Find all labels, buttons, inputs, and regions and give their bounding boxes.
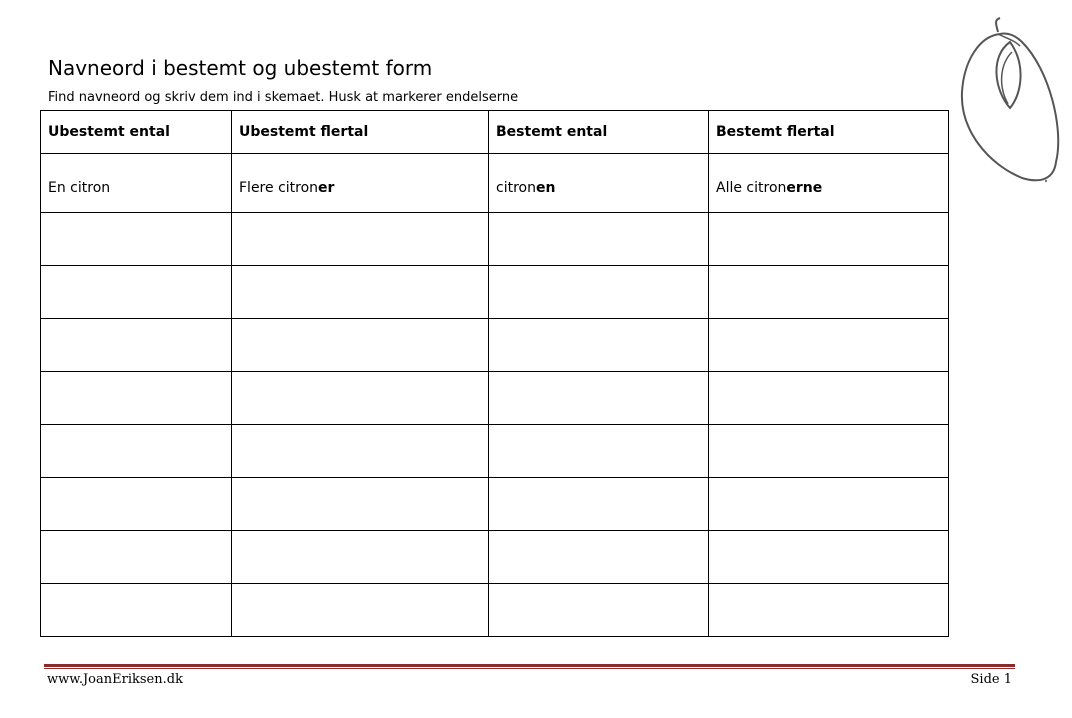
- lemon-icon: [950, 12, 1070, 192]
- example-stem: citron: [496, 180, 536, 196]
- example-suffix: en: [535, 180, 556, 196]
- table-header-row: [41, 111, 949, 154]
- answer-cell[interactable]: [489, 213, 709, 266]
- answer-cell[interactable]: [41, 372, 232, 425]
- header-ubestemt-ental: Ubestemt ental: [41, 111, 232, 154]
- answer-cell[interactable]: [232, 531, 489, 584]
- answer-cell[interactable]: [41, 213, 232, 266]
- answer-cell[interactable]: [232, 372, 489, 425]
- answer-cell[interactable]: [489, 425, 709, 478]
- header-bestemt-ental: Bestemt ental: [489, 111, 709, 154]
- answer-cell[interactable]: [232, 478, 489, 531]
- answer-cell[interactable]: [232, 425, 489, 478]
- table-row: [41, 319, 949, 372]
- answer-cell[interactable]: [232, 266, 489, 319]
- answer-cell[interactable]: [232, 584, 489, 637]
- footer-website: www.JoanEriksen.dk: [47, 672, 183, 687]
- answer-cell[interactable]: [709, 319, 949, 372]
- answer-cell[interactable]: [41, 478, 232, 531]
- answer-cell[interactable]: [41, 584, 232, 637]
- table-row: [41, 213, 949, 266]
- noun-forms-table: [40, 110, 949, 637]
- example-cell: [41, 154, 232, 213]
- answer-cell[interactable]: [489, 584, 709, 637]
- table-row: [41, 425, 949, 478]
- answer-cell[interactable]: [709, 213, 949, 266]
- table-row: [41, 478, 949, 531]
- answer-cell[interactable]: [232, 213, 489, 266]
- answer-cell[interactable]: [489, 531, 709, 584]
- table-row: [41, 584, 949, 637]
- table-row: [41, 531, 949, 584]
- answer-cell[interactable]: [41, 319, 232, 372]
- answer-cell[interactable]: [232, 319, 489, 372]
- answer-cell[interactable]: [41, 531, 232, 584]
- footer-page-number: Side 1: [970, 672, 1012, 687]
- worksheet-instruction: Find navneord og skriv dem ind i skemaet. Husk at markerer endelserne: [48, 90, 519, 105]
- example-suffix: er: [318, 180, 335, 196]
- answer-cell[interactable]: [489, 372, 709, 425]
- table-row: [41, 372, 949, 425]
- answer-cell[interactable]: [709, 425, 949, 478]
- header-ubestemt-flertal: Ubestemt flertal: [232, 111, 489, 154]
- answer-cell[interactable]: [709, 584, 949, 637]
- example-stem: En citron: [48, 180, 111, 196]
- footer-divider-thin: [44, 668, 1015, 669]
- footer-divider: [44, 664, 1015, 667]
- answer-cell[interactable]: [41, 425, 232, 478]
- blank-rows: [41, 213, 949, 637]
- answer-cell[interactable]: [41, 266, 232, 319]
- answer-cell[interactable]: [709, 478, 949, 531]
- example-stem: Alle citron: [716, 180, 787, 196]
- example-cell: [709, 154, 949, 213]
- answer-cell[interactable]: [709, 266, 949, 319]
- answer-cell[interactable]: [489, 266, 709, 319]
- table-row: [41, 266, 949, 319]
- answer-cell[interactable]: [489, 478, 709, 531]
- worksheet-title: Navneord i bestemt og ubestemt form: [48, 56, 433, 80]
- example-suffix: erne: [786, 180, 823, 196]
- answer-cell[interactable]: [709, 372, 949, 425]
- header-bestemt-flertal: Bestemt flertal: [709, 111, 949, 154]
- example-stem: Flere citron: [239, 180, 319, 196]
- example-cell: [232, 154, 489, 213]
- example-cell: [489, 154, 709, 213]
- answer-cell[interactable]: [489, 319, 709, 372]
- answer-cell[interactable]: [709, 531, 949, 584]
- example-row: [41, 154, 949, 213]
